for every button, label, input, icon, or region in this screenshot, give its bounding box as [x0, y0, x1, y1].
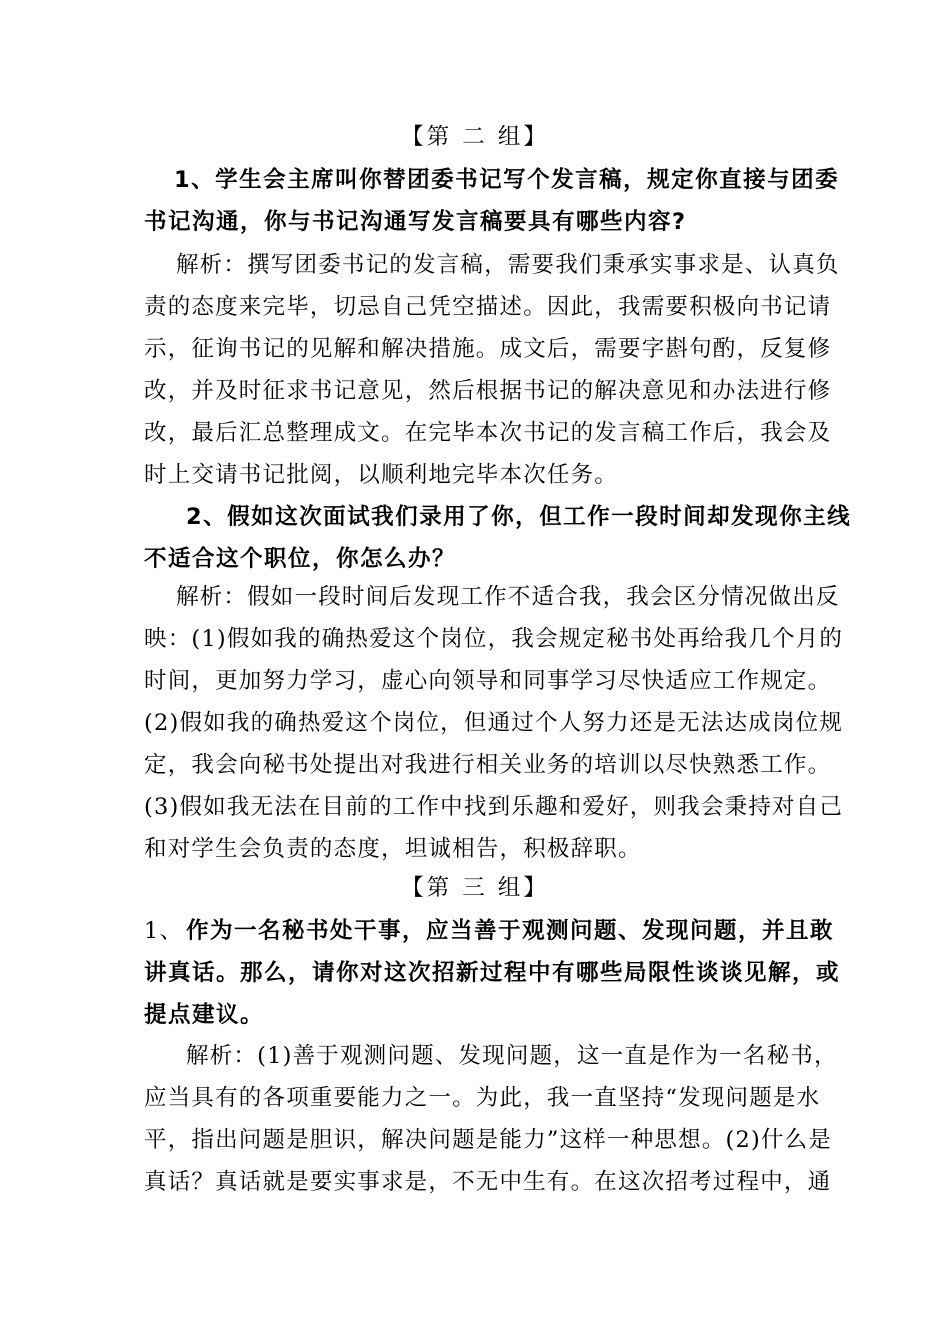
answer-3-1-line-3: 平，指出问题是胆识，解决问题是能力”这样一种思想。(2)什么是	[144, 1127, 833, 1153]
question-3-1-number: 1、	[144, 918, 184, 944]
answer-2-1-line-2: 责的态度来完毕，切忌自己凭空描述。因此，我需要积极向书记请	[144, 294, 832, 320]
answer-2-1-line-4: 改，并及时征求书记意见，然后根据书记的解决意见和办法进行修	[144, 378, 832, 404]
question-2-1-line-1: 1、学生会主席叫你替团委书记写个发言稿，规定你直接与团委	[174, 167, 840, 193]
answer-2-1-line-5: 改，最后汇总整理成文。在完毕本次书记的发言稿工作后，我会及	[144, 420, 832, 446]
answer-2-1-line-1: 解析：撰写团委书记的发言稿，需要我们秉承实事求是、认真负	[176, 252, 840, 278]
answer-3-1-line-4: 真话？真话就是要实事求是，不无中生有。在这次招考过程中，通	[144, 1169, 832, 1195]
answer-2-2-line-7: 和对学生会负责的态度，坦诚相告，积极辞职。	[144, 836, 642, 862]
group-2-heading: 【第 二 组】	[401, 124, 549, 150]
answer-2-2-line-3: 时间，更加努力学习，虚心向领导和同事学习尽快适应工作规定。	[144, 668, 832, 694]
answer-2-2-line-1: 解析：假如一段时间后发现工作不适合我，我会区分情况做出反	[176, 584, 840, 610]
question-3-1-line-2: 讲真话。那么，请你对这次招新过程中有哪些局限性谈谈见解，或	[144, 960, 841, 986]
answer-2-2-line-2: 映：(1)假如我的确热爱这个岗位，我会规定秘书处再给我几个月的	[144, 626, 844, 652]
question-3-1-line-3: 提点建议。	[144, 1002, 265, 1028]
question-2-2-line-1: 2、假如这次面试我们录用了你，但工作一段时间却发现你主线	[186, 504, 852, 530]
answer-2-2-line-4: (2)假如我的确热爱这个岗位，但通过个人努力还是无法达成岗位规	[144, 710, 844, 736]
answer-3-1-line-2: 应当具有的各项重要能力之一。为此，我一直坚持“发现问题是水	[144, 1085, 821, 1111]
answer-2-1-line-3: 示，征询书记的见解和解决措施。成文后，需要字斟句酌，反复修	[144, 336, 832, 362]
answer-3-1-line-1: 解析：(1)善于观测问题、发现问题，这一直是作为一名秘书，	[186, 1043, 838, 1069]
answer-2-2-line-6: (3)假如我无法在目前的工作中找到乐趣和爱好，则我会秉持对自己	[144, 794, 844, 820]
group-3-heading: 【第 三 组】	[401, 875, 549, 901]
question-2-2-line-2: 不适合这个职位，你怎么办？	[144, 546, 457, 572]
question-2-1-line-2: 书记沟通，你与书记沟通写发言稿要具有哪些内容?	[144, 209, 687, 235]
answer-2-2-line-5: 定，我会向秘书处提出对我进行相关业务的培训以尽快熟悉工作。	[144, 752, 832, 778]
question-3-1-line-1: 作为一名秘书处干事，应当善于观测问题、发现问题，并且敢	[186, 918, 835, 944]
answer-2-1-line-6: 时上交请书记批阅，以顺利地完毕本次任务。	[144, 462, 619, 488]
